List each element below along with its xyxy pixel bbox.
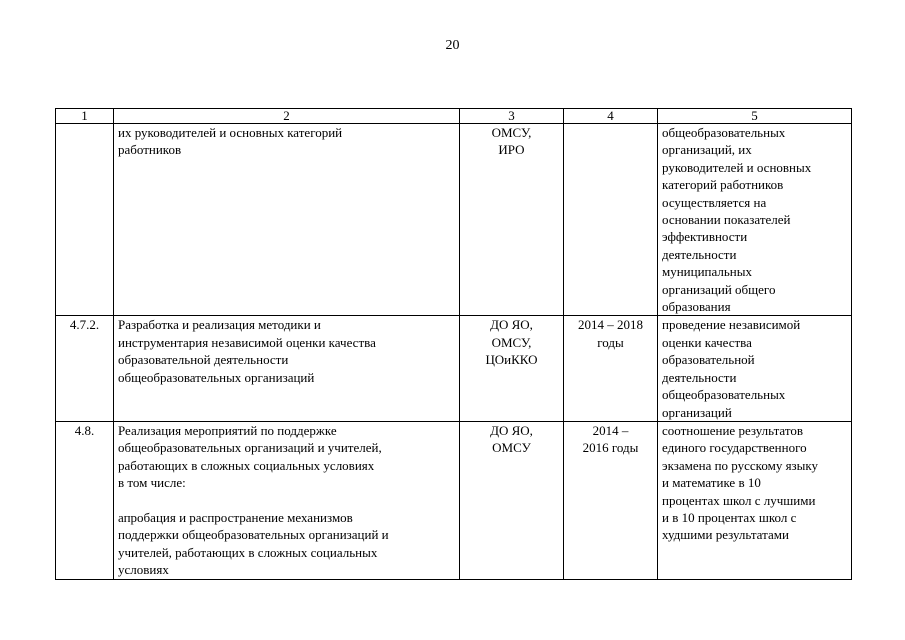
executors: ДО ЯО, ОМСУ, ЦОиККО xyxy=(460,316,564,421)
table-row xyxy=(56,124,852,316)
executors: ОМСУ, ИРО xyxy=(460,124,564,316)
term: 2014 – 2016 годы xyxy=(564,421,658,579)
expected-result: соотношение результатов единого государственного экзамена по русскому языку и математике в 10 процентах школ с лучшими и в 10 процентах школ с худшими результатами xyxy=(658,421,852,579)
column-number-2: 2 xyxy=(114,109,460,124)
item-number: 4.7.2. xyxy=(56,316,114,421)
table-row xyxy=(56,316,852,421)
column-number-4: 4 xyxy=(564,109,658,124)
activity-name: Реализация мероприятий по поддержке общеобразовательных организаций и учителей, работающих в сложных социальных условиях в том числе: апробация и распространение механизмов поддержки общеобразовательных организаций и учителей, работающих в сложных социальных условиях xyxy=(114,421,460,579)
column-number-1: 1 xyxy=(56,109,114,124)
plan-table xyxy=(55,108,852,580)
activity-name: Разработка и реализация методики и инструментария независимой оценки качества образовательной деятельности общеобразовательных организаций xyxy=(114,316,460,421)
expected-result: общеобразовательных организаций, их руководителей и основных категорий работников осуществляется на основании показателей эффективности деятельности муниципальных организаций общего образования xyxy=(658,124,852,316)
expected-result: проведение независимой оценки качества образовательной деятельности общеобразовательных организаций xyxy=(658,316,852,421)
item-number: 4.8. xyxy=(56,421,114,579)
term xyxy=(564,124,658,316)
column-number-5: 5 xyxy=(658,109,852,124)
item-number xyxy=(56,124,114,316)
column-number-3: 3 xyxy=(460,109,564,124)
activity-name: их руководителей и основных категорий работников xyxy=(114,124,460,316)
executors: ДО ЯО, ОМСУ xyxy=(460,421,564,579)
table-row xyxy=(56,421,852,579)
table-header-row xyxy=(56,109,852,124)
page-number: 20 xyxy=(445,38,460,53)
term: 2014 – 2018 годы xyxy=(564,316,658,421)
